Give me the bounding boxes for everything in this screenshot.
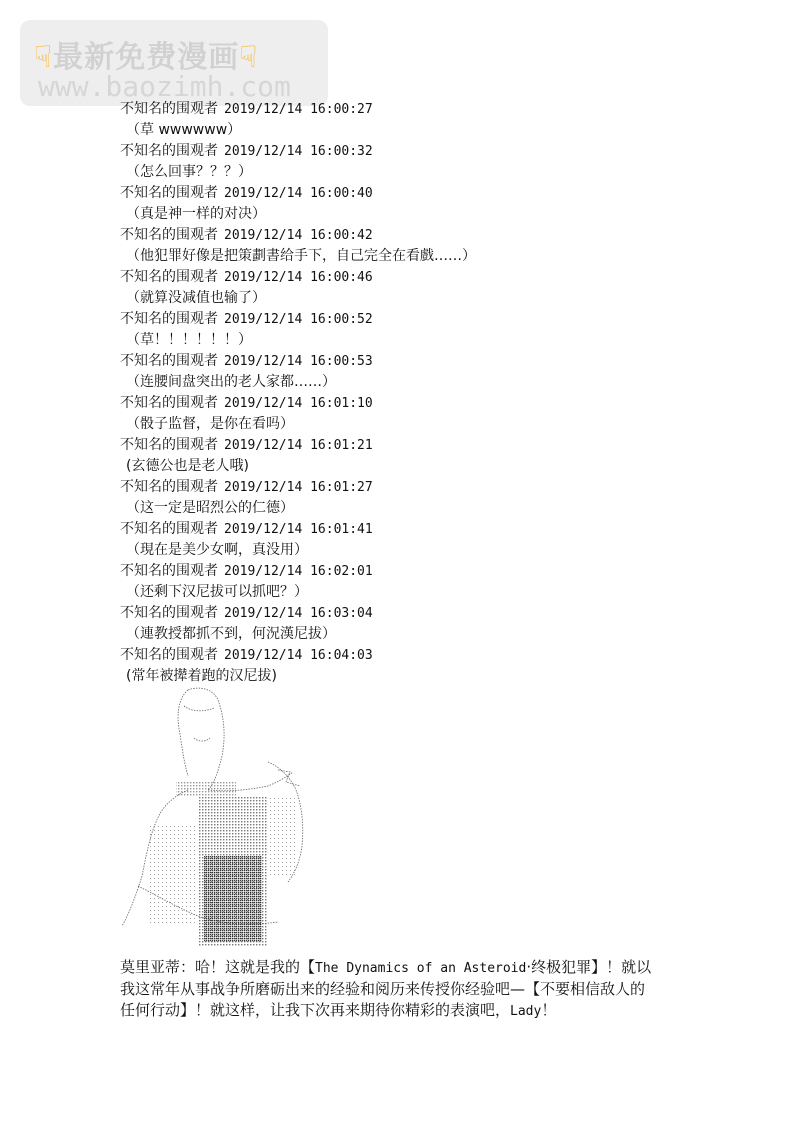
comment-entry bbox=[120, 141, 720, 183]
dialogue-line2: 我这常年从事战争所磨砺出来的经验和阅历来传授你经验吧—【不要相信敌人的 bbox=[120, 980, 646, 998]
comment-time: 2019/12/14 16:00:40 bbox=[224, 186, 373, 201]
pointing-hand-icon: ☟ bbox=[34, 40, 54, 75]
dialogue-line3-start: 任何行动】！就这样，让我下次再来期待你精彩的表演吧， bbox=[120, 1001, 511, 1019]
comment-time: 2019/12/14 16:03:04 bbox=[224, 606, 373, 621]
comment-text: （現在是美少女啊，真没用） bbox=[126, 542, 308, 558]
comment-text: （草！！！！！！） bbox=[126, 332, 252, 348]
comment-text: （草 wwwwww） bbox=[126, 122, 242, 138]
comment-text: （连腰间盘突出的老人家都……） bbox=[126, 374, 336, 390]
comment-time: 2019/12/14 16:01:10 bbox=[224, 396, 373, 411]
comment-user: 不知名的围观者 bbox=[120, 479, 218, 495]
comment-text: (常年被撵着跑的汉尼拔) bbox=[126, 668, 277, 684]
comment-user: 不知名的围观者 bbox=[120, 185, 218, 201]
comment-user: 不知名的围观者 bbox=[120, 395, 218, 411]
comment-user: 不知名的围观者 bbox=[120, 521, 218, 537]
comment-time: 2019/12/14 16:00:52 bbox=[224, 312, 373, 327]
comment-text: （真是神一样的对决） bbox=[126, 206, 266, 222]
comment-time: 2019/12/14 16:02:01 bbox=[224, 564, 373, 579]
comment-user: 不知名的围观者 bbox=[120, 353, 218, 369]
comment-user: 不知名的围观者 bbox=[120, 143, 218, 159]
comment-text: （連教授都抓不到，何況漢尼拔） bbox=[126, 626, 336, 642]
comment-entry bbox=[120, 477, 720, 519]
comment-time: 2019/12/14 16:01:41 bbox=[224, 522, 373, 537]
dialogue-text bbox=[120, 957, 690, 1022]
comment-text: （还剩下汉尼拔可以抓吧？） bbox=[126, 584, 308, 600]
comment-entry bbox=[120, 99, 720, 141]
comment-user: 不知名的围观者 bbox=[120, 269, 218, 285]
comment-entry bbox=[120, 225, 720, 267]
comment-text: （就算没减值也输了） bbox=[126, 290, 266, 306]
comment-user: 不知名的围观者 bbox=[120, 605, 218, 621]
comment-entry bbox=[120, 645, 720, 687]
comment-text: （这一定是昭烈公的仁德） bbox=[126, 500, 294, 516]
comment-entry bbox=[120, 435, 720, 477]
comment-text: （怎么回事？？？） bbox=[126, 164, 252, 180]
comment-entry bbox=[120, 351, 720, 393]
comment-entry bbox=[120, 603, 720, 645]
comment-time: 2019/12/14 16:00:27 bbox=[224, 102, 373, 117]
comment-user: 不知名的围观者 bbox=[120, 563, 218, 579]
comment-text: (玄德公也是老人哦) bbox=[126, 458, 249, 474]
comment-time: 2019/12/14 16:00:46 bbox=[224, 270, 373, 285]
dialogue-line1-end: ·终极犯罪】！就以 bbox=[526, 958, 652, 976]
comment-time: 2019/12/14 16:00:53 bbox=[224, 354, 373, 369]
comment-log bbox=[120, 99, 720, 687]
pointing-hand-icon: ☟ bbox=[239, 40, 259, 75]
comment-time: 2019/12/14 16:01:21 bbox=[224, 438, 373, 453]
comment-user: 不知名的围观者 bbox=[120, 311, 218, 327]
comment-time: 2019/12/14 16:00:32 bbox=[224, 144, 373, 159]
comment-entry bbox=[120, 267, 720, 309]
comment-user: 不知名的围观者 bbox=[120, 647, 218, 663]
comment-text: （他犯罪好像是把策劃書给手下，自己完全在看戲……） bbox=[126, 248, 476, 264]
watermark bbox=[20, 20, 328, 106]
comment-entry bbox=[120, 309, 720, 351]
comment-user: 不知名的围观者 bbox=[120, 101, 218, 117]
comment-user: 不知名的围观者 bbox=[120, 437, 218, 453]
comment-entry bbox=[120, 519, 720, 561]
comment-time: 2019/12/14 16:04:03 bbox=[224, 648, 373, 663]
dialogue-line3-lady: Lady bbox=[510, 1004, 542, 1019]
watermark-url: www.baozimh.com bbox=[38, 70, 291, 103]
dialogue-line1-title: The Dynamics of an Asteroid bbox=[315, 961, 527, 976]
comment-entry bbox=[120, 393, 720, 435]
comment-text: （骰子监督，是你在看吗） bbox=[126, 416, 294, 432]
comment-entry bbox=[120, 561, 720, 603]
comment-user: 不知名的围观者 bbox=[120, 227, 218, 243]
comment-time: 2019/12/14 16:01:27 bbox=[224, 480, 373, 495]
watermark-title: 最新免费漫画 bbox=[53, 40, 240, 75]
ascii-art-figure bbox=[118, 686, 313, 954]
dialogue-line1-start: 莫里亚蒂：哈！这就是我的【 bbox=[120, 958, 316, 976]
dialogue-line3-end: ！ bbox=[541, 1001, 557, 1019]
comment-entry bbox=[120, 183, 720, 225]
comment-time: 2019/12/14 16:00:42 bbox=[224, 228, 373, 243]
